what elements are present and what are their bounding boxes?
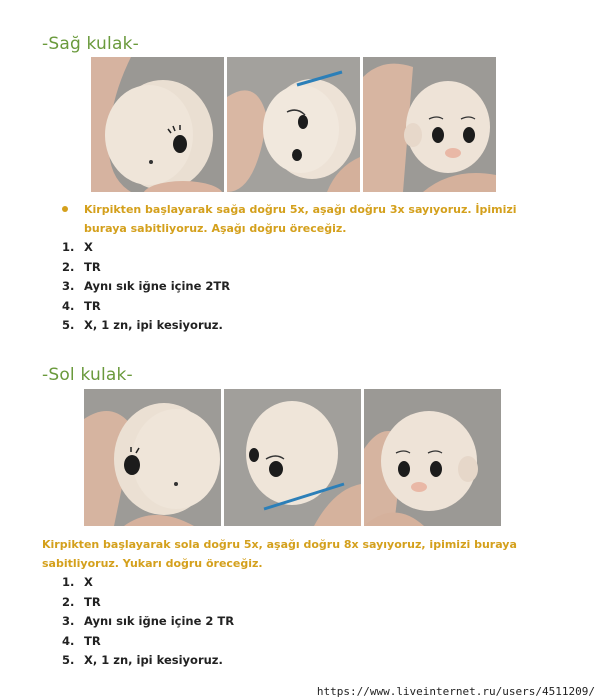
right-ear-note: Kirpikten başlayarak sağa doğru 5x, aşağı doğru 3x sayıyoruz. İpimizi buraya sabitliyoruz. Aşağı doğru öreceğiz. [84,203,517,235]
right-ear-photo-1 [91,57,224,192]
list-item: 5. X, 1 zn, ipi kesiyoruz. [62,653,223,667]
list-item: 5. X, 1 zn, ipi kesiyoruz. [62,318,223,332]
left-ear-title: -Sol kulak- [42,365,133,385]
list-item: 1. X [62,575,93,589]
right-ear-title: -Sağ kulak- [42,34,139,54]
list-item: 4. TR [62,633,101,648]
list-item: 3. Aynı sık iğne içine 2TR [62,279,231,293]
list-item: 3. Aynı sık iğne içine 2 TR [62,614,235,628]
left-ear-photo-2 [224,389,361,526]
left-ear-photo-3 [364,389,501,526]
left-ear-steps [62,573,234,671]
left-ear-photo-1 [84,389,221,526]
note-bullet-icon [62,206,68,212]
right-ear-photo-row [91,57,496,192]
list-item: 2. TR [62,594,101,609]
left-ear-note: Kirpikten başlayarak sola doğru 5x, aşağı doğru 8x sayıyoruz, ipimizi buraya sabitliyoruz. Yukarı doğru öreceğiz. [42,538,517,570]
source-url[interactable]: https://www.liveinternet.ru/users/4511209/ [316,685,595,698]
left-ear-photo-row [84,389,501,526]
list-item: 2. TR [62,259,101,274]
right-ear-steps [62,238,230,336]
list-item: 4. TR [62,298,101,313]
right-ear-photo-2 [227,57,360,192]
right-ear-photo-3 [363,57,496,192]
list-item: 1. X [62,240,93,254]
